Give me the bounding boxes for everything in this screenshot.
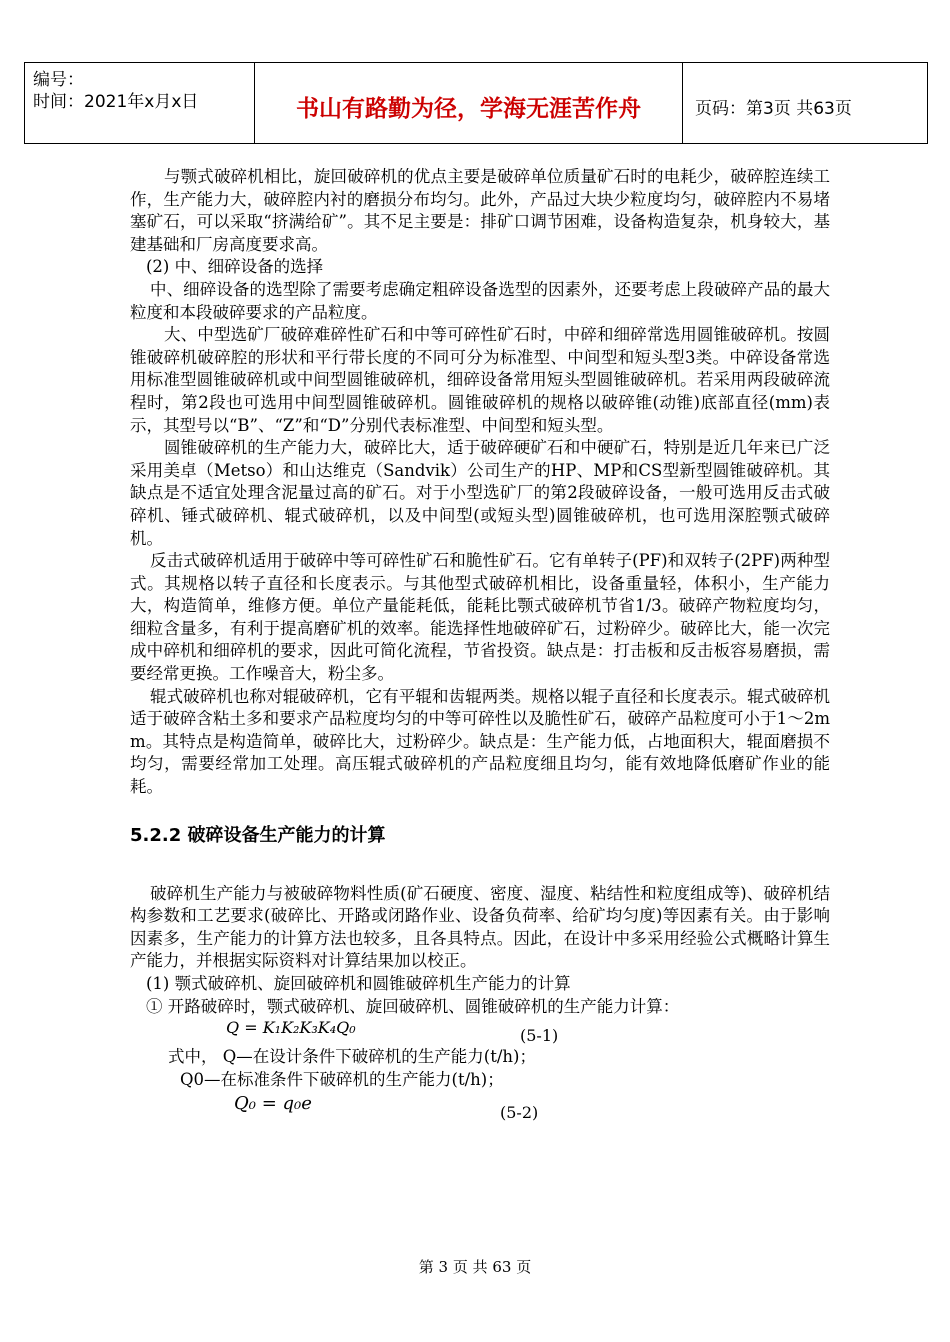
paragraph: 反击式破碎机适用于破碎中等可碎性矿石和脆性矿石。它有单转子(PF)和双转子(2PF)两种型式。其规格以转子直径和长度表示。与其他型式破碎机相比，设备重量轻，体积小，生产能力大，构造简单，维修方便。单位产量能耗低，能耗比颚式破碎机节省1/3。破碎产物粒度均匀，细粒含量多，有利于提高磨矿机的效率。能选择性地破碎矿石，过粉碎少。破碎比大，能一次完成中碎机和细碎机的要求，因此可简化流程，节省投资。缺点是：打击板和反击板容易磨损，需要经常更换。工作噪音大，粉尘多。	[130, 551, 830, 684]
definition: 式中， Q—在设计条件下破碎机的生产能力(t/h)；	[168, 1047, 536, 1067]
motto: 书山有路勤为径，学海无涯苦作舟	[255, 63, 683, 143]
equation-number: (5-2)	[500, 1103, 539, 1123]
document-body	[130, 166, 830, 1121]
equation-number: (5-1)	[520, 1026, 559, 1046]
paragraph: 破碎机生产能力与被破碎物料性质(矿石硬度、密度、湿度、粘结性和粒度组成等)、破碎机结构参数和工艺要求(破碎比、开路或闭路作业、设备负荷率、给矿均匀度)等因素有关。由于影响因素多，生产能力的计算方法也较多，且各具特点。因此，在设计中多采用经验公式概略计算生产能力，并根据实际资料对计算结果加以校正。	[130, 883, 830, 971]
paragraph: 辊式破碎机也称对辊破碎机，它有平辊和齿辊两类。规格以辊子直径和长度表示。辊式破碎机适于破碎含粘土多和要求产品粒度均匀的中等可碎性以及脆性矿石，破碎产品粒度可小于1～2mm。其特点是构造简单，破碎比大，过粉碎少。缺点是：生产能力低，占地面积大，辊面磨损不均匀，需要经常加工处理。高压辊式破碎机的产品粒度细且均匀，能有效地降低磨矿作业的能耗。	[130, 686, 830, 797]
subheading: (2) 中、细碎设备的选择	[146, 257, 324, 277]
page-footer: 第 3 页 共 63 页	[418, 1258, 532, 1276]
paragraph: 中、细碎设备的选型除了需要考虑确定粗碎设备选型的因素外，还要考虑上段破碎产品的最大粒度和本段破碎要求的产品粒度。	[130, 279, 830, 322]
header-table	[24, 62, 928, 144]
formula-row-1	[130, 1018, 830, 1046]
paragraph: ① 开路破碎时，颚式破碎机、旋回破碎机、圆锥破碎机的生产能力计算：	[146, 996, 680, 1016]
section-title: 5.2.2 破碎设备生产能力的计算	[130, 824, 386, 846]
header-left-cell	[25, 63, 255, 143]
subheading: (1) 颚式破碎机、旋回破碎机和圆锥破碎机生产能力的计算	[146, 974, 571, 993]
paragraph: 大、中型选矿厂破碎难碎性矿石和中等可碎性矿石时，中碎和细碎常选用圆锥破碎机。按圆锥破碎机破碎腔的形状和平行带长度的不同可分为标准型、中间型和短头型3类。中碎设备常选用标准型圆锥破碎机或中间型圆锥破碎机，细碎设备常用短头型圆锥破碎机。若采用两段破碎流程时，第2段也可选用中间型圆锥破碎机。圆锥破碎机的规格以破碎锥(动锥)底部直径(mm)表示，其型号以“B”、“Z”和“D”分别代表标准型、中间型和短头型。	[130, 325, 830, 435]
date-label: 时间：2021年x月x日	[33, 92, 199, 112]
page-info: 页码：第3页 共63页	[695, 98, 852, 119]
formula-row-2	[130, 1091, 830, 1121]
number-label: 编号：	[33, 70, 84, 90]
paragraph: 圆锥破碎机的生产能力大，破碎比大，适于破碎硬矿石和中硬矿石，特别是近几年来已广泛采用美卓（Metso）和山达维克（Sandvik）公司生产的HP、MP和CS型新型圆锥破碎机。其缺点是不适宜处理含泥量过高的矿石。对于小型选矿厂的第2段破碎设备，一般可选用反击式破碎机、锤式破碎机、辊式破碎机，以及中间型(或短头型)圆锥破碎机，也可选用深腔颚式破碎机。	[130, 438, 830, 548]
formula-5-2: Q₀ = q₀e	[234, 1093, 312, 1115]
paragraph: 与颚式破碎机相比，旋回破碎机的优点主要是破碎单位质量矿石时的电耗少，破碎腔连续工作，生产能力大，破碎腔内衬的磨损分布均匀。此外，产品过大块少粒度均匀，破碎腔内不易堵塞矿石，可以采取“挤满给矿”。其不足主要是：排矿口调节困难，设备构造复杂，机身较大，基建基础和厂房高度要求高。	[130, 167, 830, 254]
formula-5-1: Q = K₁K₂K₃K₄Q₀	[226, 1018, 356, 1038]
definition: Q0—在标准条件下破碎机的生产能力(t/h)；	[180, 1069, 504, 1089]
